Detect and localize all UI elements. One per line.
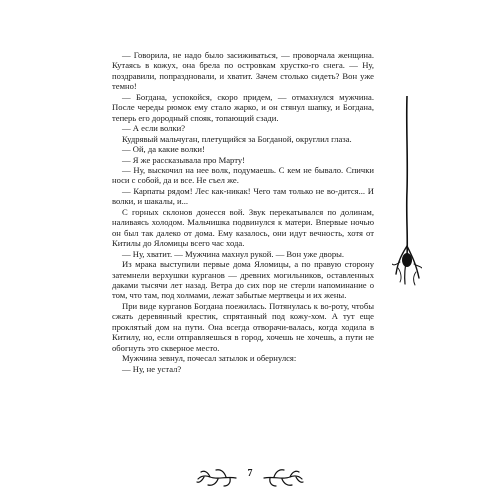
page-number: 7 — [247, 468, 253, 479]
paragraph: — Я же рассказывала про Марту! — [122, 154, 246, 165]
root-ornament-icon — [392, 96, 422, 286]
paragraph: — Говорила, не надо было засиживаться, — проворчала женщина. Кутаясь в кожух, она брела по островкам хрустко-го снега. — Ну, поздравили, попраздновали, и хватит. Зачем столько сидеть? Вон уже темно! — [112, 50, 374, 92]
vine-ornament-icon — [196, 466, 238, 488]
paragraph: Из мрака выступили первые дома Яломицы, а по правую сторону затемнели верхушки курганов — древних могильников, оставленных даками тысячи лет назад. Ветра до сих пор не стерли напоминание о том, что там, под холмами, лежат забытые мертвецы и их жены. — [112, 259, 374, 301]
paragraph: — Карпаты рядом! Лес как-никак! Чего там только не во-дится... И волки, и шакалы, и... — [112, 185, 374, 207]
paragraph: — Богдана, успокойся, скоро придем, — отмахнулся мужчина. После череды рюмок ему стало жарко, и он стянул шапку, и Богдана, теперь его дородный спояк, топающий сзади. — [112, 91, 374, 123]
paragraph: Кудрявый мальчуган, плетущийся за Богданой, округлил глаза. — [122, 133, 352, 144]
paragraph: С горных склонов донесся вой. Звук перекатывался по долинам, наливаясь холодом. Мальчишка подвинулся к матери. Впервые ночью он был так далеко от дома. Ему казалось, они идут вечность, хотя от Китилы до Яломицы всего час хода. — [112, 206, 374, 249]
paragraph: — Ой, да какие волки! — [122, 144, 205, 155]
page-footer — [0, 466, 500, 492]
paragraph: — Ну, хватит. — Мужчина махнул рукой. — Вон уже дворы. — [122, 248, 345, 259]
paragraph: — Ну, не устал? — [122, 363, 182, 374]
paragraph: — А если волки? — [122, 123, 186, 134]
body-text — [112, 50, 374, 374]
paragraph: При виде курганов Богдана поежилась. Потянулась к во-роту, чтобы сжать деревянный крестик, спрятанный под кожу-хом. А тут еще проклятый дом на пути. Она всегда отворачи-валась, когда ходила в Китилу, но, если отправляешься в город, хочешь не хочешь, а пути не обогнуть это скверное место. — [112, 300, 374, 353]
paragraph: Мужчина зевнул, почесал затылок и обернулся: — [122, 353, 297, 364]
vine-ornament-icon — [262, 466, 304, 488]
paragraph: — Ну, выскочил на нее волк, подумаешь. С кем не бывало. Спички носи с собой, да и все. Не съел же. — [112, 164, 374, 186]
